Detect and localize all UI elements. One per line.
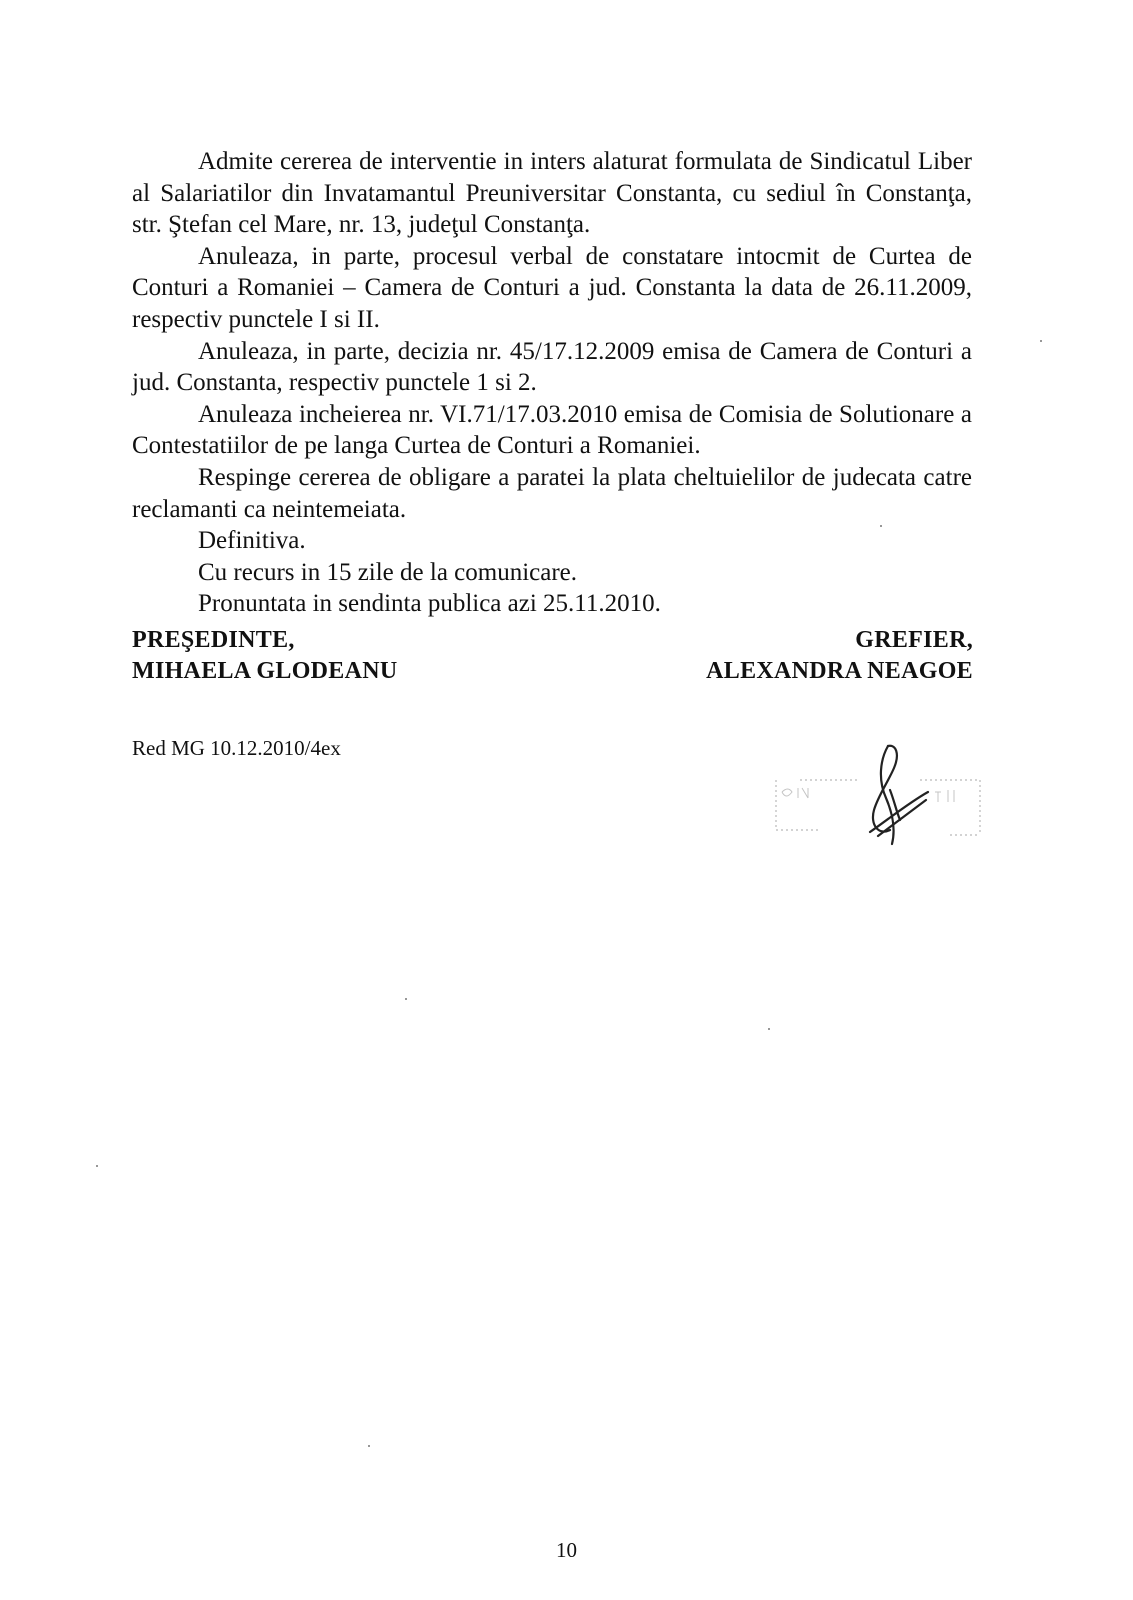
president-name: MIHAELA GLODEANU	[132, 658, 398, 684]
ruling-paragraph-annul-report: Anuleaza, in parte, procesul verbal de constatare intocmit de Curtea de Conturi a Romaniei – Camera de Conturi a jud. Constanta la data de 26.11.2009, respectiv punctele I si II.	[132, 242, 972, 333]
ruling-body	[132, 146, 972, 620]
ruling-paragraph-intervention: Admite cererea de interventie in inters alaturat formulata de Sindicatul Liber al Salariatilor din Invatamantul Preuniversitar Constanta, cu sediul în Constanţa, str. Ştefan cel Mare, nr. 13, judeţul Constanţa.	[132, 148, 972, 239]
clerk-name: ALEXANDRA NEAGOE	[706, 658, 973, 684]
ruling-paragraph-annul-decision: Anuleaza, in parte, decizia nr. 45/17.12.2009 emisa de Camera de Conturi a jud. Constanta, respectiv punctele 1 si 2.	[132, 337, 972, 397]
clerk-title: GREFIER,	[855, 627, 973, 653]
ruling-paragraph-appeal: Cu recurs in 15 zile de la comunicare.	[198, 558, 578, 586]
scan-speck	[1040, 340, 1042, 342]
ruling-paragraph-costs: Respinge cererea de obligare a paratei la plata cheltuielilor de judecata catre reclamanti ca neintemeiata.	[132, 463, 972, 523]
scan-speck	[768, 1028, 770, 1030]
stamp-signature-icon	[770, 740, 1000, 850]
president-title: PREŞEDINTE,	[132, 627, 295, 653]
clerk-signature-block	[706, 625, 973, 687]
ruling-paragraph-final: Definitiva.	[198, 527, 306, 555]
scan-speck	[880, 525, 882, 527]
scan-speck	[368, 1445, 370, 1447]
ruling-paragraph-annul-conclusion: Anuleaza incheierea nr. VI.71/17.03.2010 emisa de Comisia de Solutionare a Contestatiilor de pe langa Curtea de Conturi a Romaniei.	[132, 400, 972, 460]
scan-speck	[405, 998, 407, 1000]
ruling-paragraph-pronounced: Pronuntata in sendinta publica azi 25.11.2010.	[198, 590, 661, 618]
president-signature-block	[132, 625, 398, 687]
page-number: 10	[556, 1538, 577, 1562]
scan-speck	[96, 1165, 98, 1167]
editorial-note: Red MG 10.12.2010/4ex	[132, 736, 341, 760]
